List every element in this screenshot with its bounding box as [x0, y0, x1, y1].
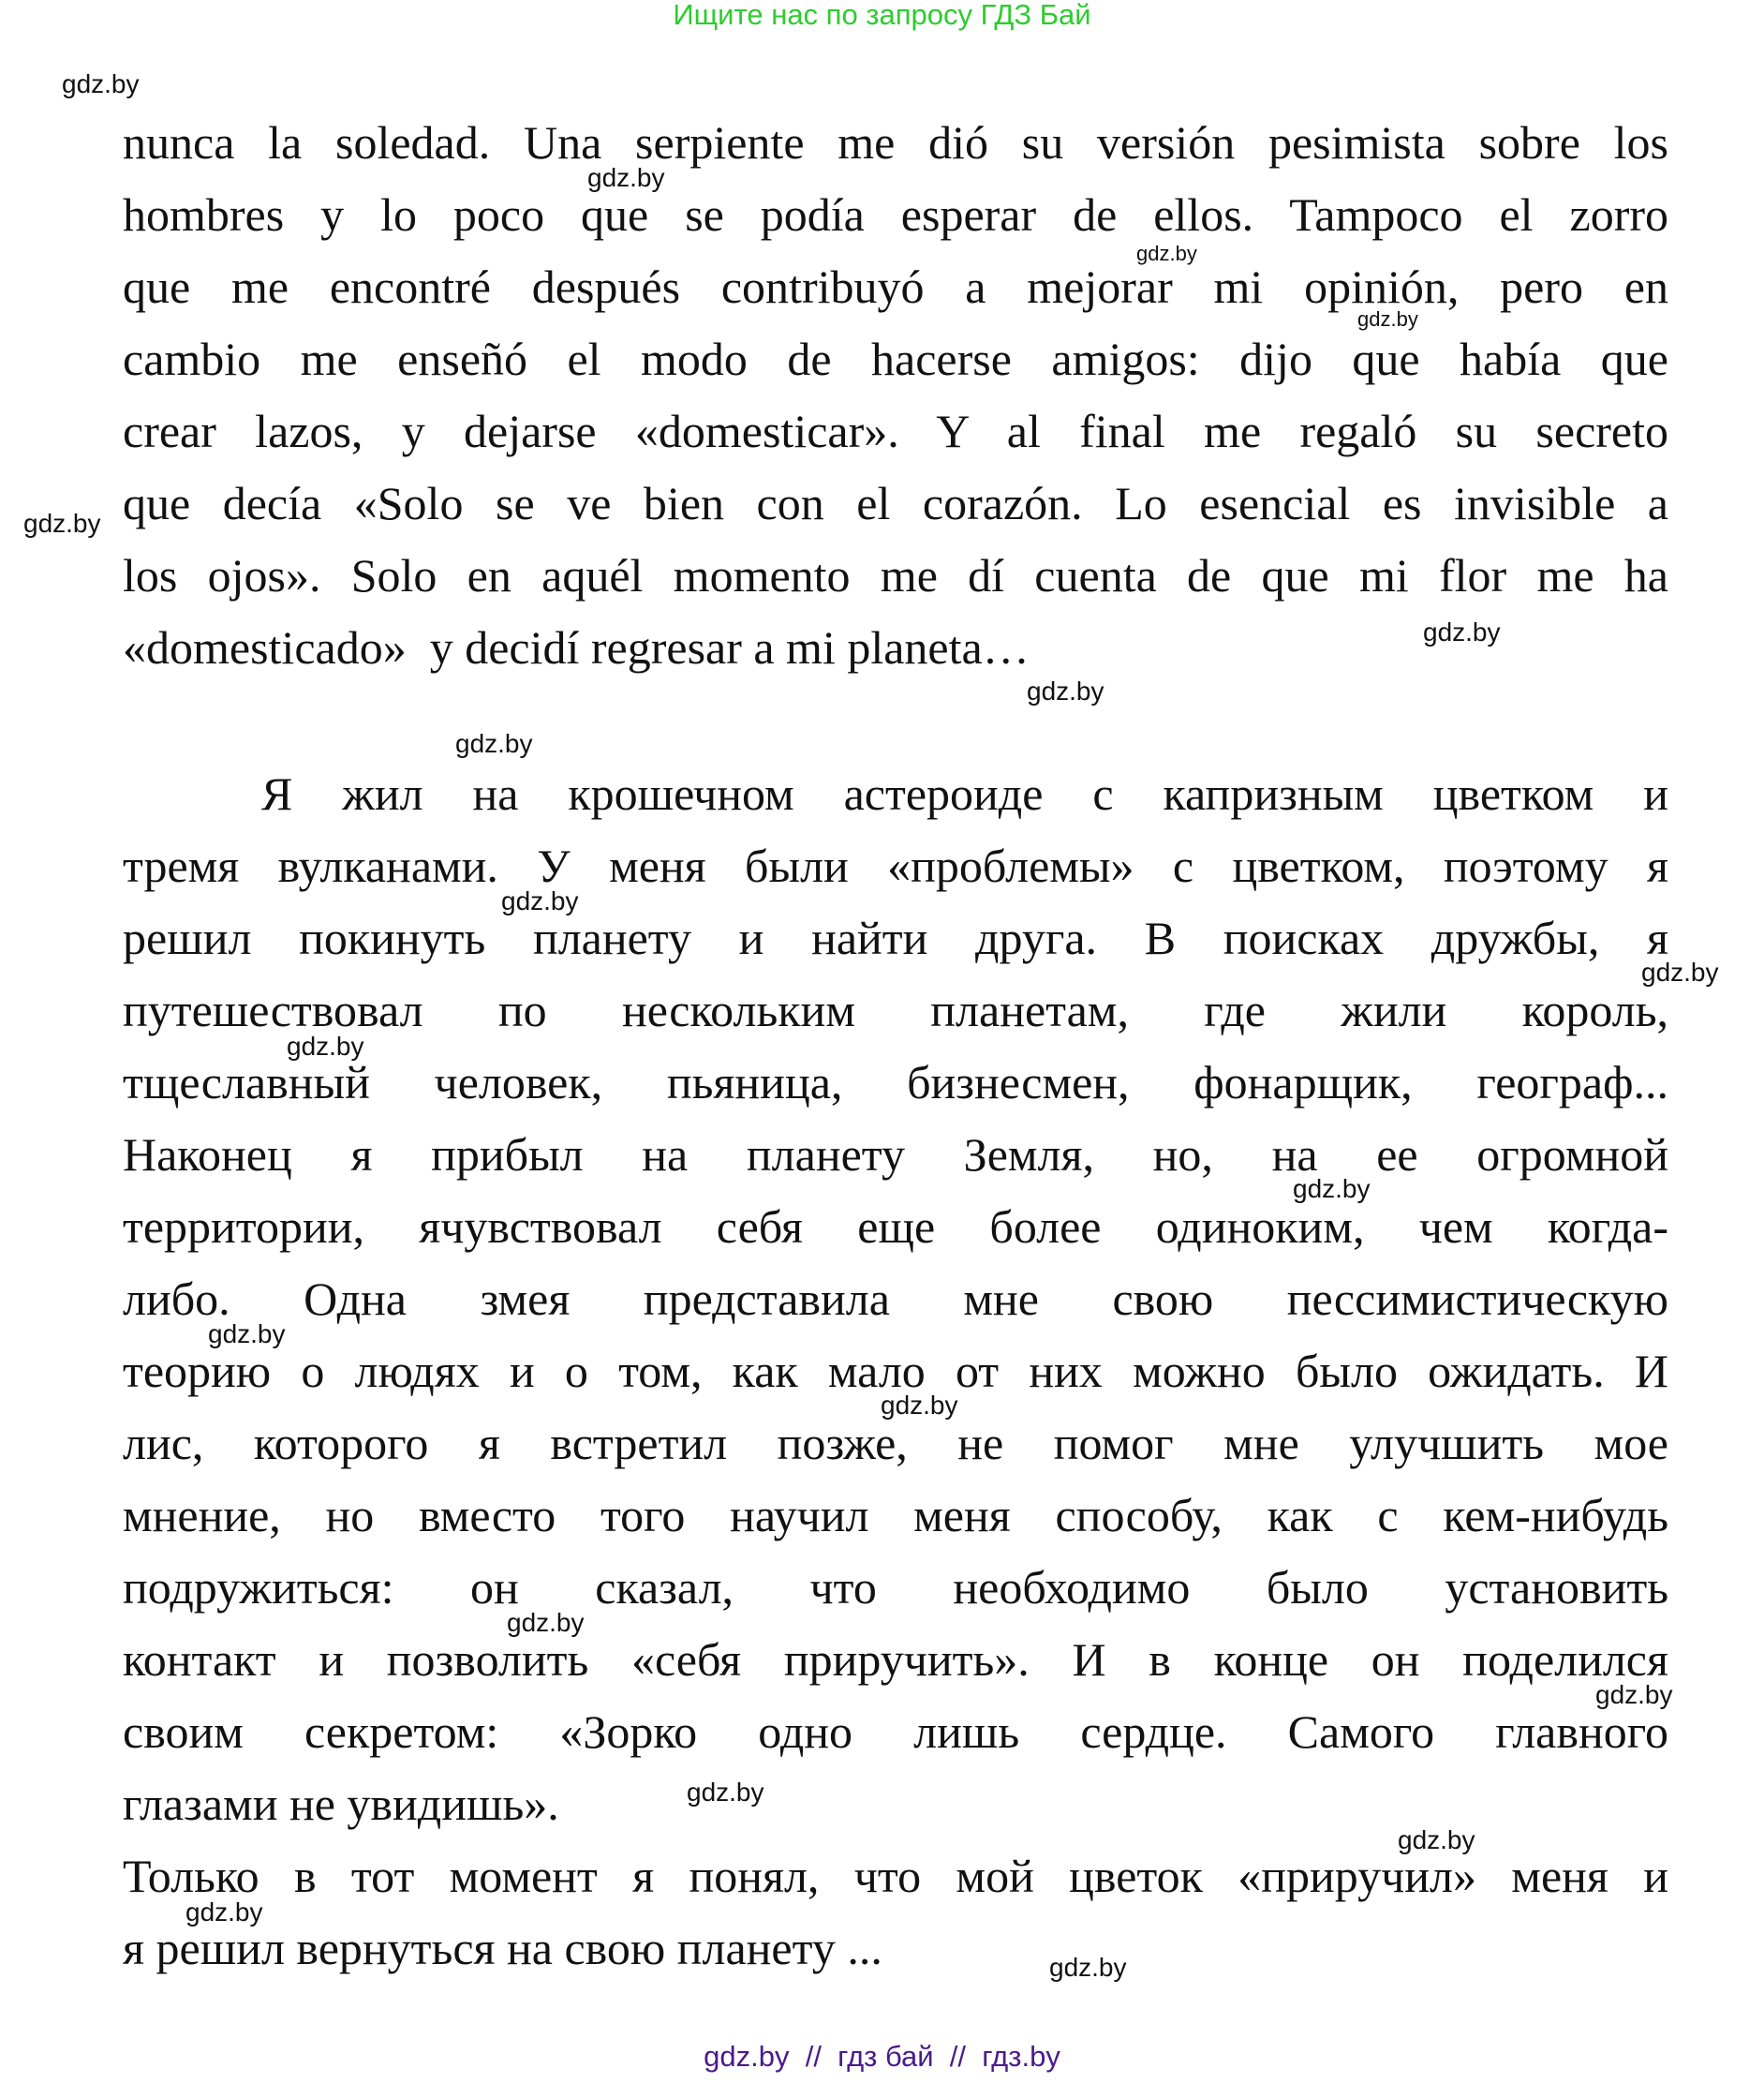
text-line: своим секретом: «Зорко одно лишь сердце. Самого главного — [123, 1705, 1668, 1758]
text-line: подружиться: он сказал, что необходимо было установить — [123, 1561, 1668, 1614]
text-line: теорию о людях и о том, как мало от них можно было ожидать. И — [123, 1345, 1668, 1397]
watermark: gdz.by — [1027, 677, 1104, 706]
text-line: решил покинуть планету и найти друга. В поисках дружбы, я — [123, 912, 1668, 964]
text-line: Наконец я прибыл на планету Земля, но, на ее огромной — [123, 1128, 1668, 1181]
watermark: gdz.by — [881, 1391, 958, 1420]
text-line: los ojos». Solo en aquél momento me dí cuenta de que mi flor me ha — [123, 549, 1668, 602]
text-line: территории, ячувствовал себя еще более одиноким, чем когда- — [123, 1200, 1668, 1253]
text-line: либо. Одна змея представила мне свою пессимистическую — [123, 1272, 1668, 1325]
watermark: gdz.by — [587, 163, 665, 192]
watermark: gdz.by — [1641, 958, 1719, 987]
text-line: глазами не увидишь». — [123, 1778, 559, 1830]
watermark: gdz.by — [185, 1897, 263, 1927]
text-line: crear lazos, y dejarse «domesticar». Y al final me regaló su secreto — [123, 405, 1668, 457]
text-line: que decía «Solo se ve bien con el corazón. Lo esencial es invisible a — [123, 477, 1668, 529]
watermark: gdz.by — [1136, 242, 1197, 265]
text-line: que me encontré después contribuyó a mejorar mi opinión, pero en — [123, 260, 1668, 313]
watermark: gdz.by — [62, 69, 140, 98]
watermark: gdz.by — [507, 1608, 585, 1637]
watermark: gdz.by — [1595, 1680, 1673, 1709]
watermark: gdz.by — [23, 509, 101, 538]
watermark: gdz.by — [1423, 617, 1501, 647]
text-line: hombres y lo poco que se podía esperar de ellos. Tampoco el zorro — [123, 188, 1668, 241]
footer-links[interactable]: gdz.by // гдз бай // гдз.by — [704, 2040, 1060, 2073]
watermark: gdz.by — [1398, 1825, 1475, 1854]
watermark: gdz.by — [1049, 1953, 1127, 1982]
text-line: путешествовал по нескольким планетам, где жили король, — [123, 984, 1668, 1036]
text-line: лис, которого я встретил позже, не помог мне улучшить мое — [123, 1417, 1668, 1469]
watermark: gdz.by — [501, 886, 579, 915]
text-line: cambio me enseñó el modo de hacerse amigos: dijo que había que — [123, 333, 1668, 385]
text-line: тщеславный человек, пьяница, бизнесмен, фонарщик, географ... — [123, 1056, 1668, 1108]
text-line: контакт и позволить «себя приручить». И в конце он поделился — [123, 1633, 1668, 1686]
site-banner: Ищите нас по запросу ГДЗ Бай — [673, 0, 1091, 31]
watermark: gdz.by — [287, 1032, 364, 1061]
watermark: gdz.by — [455, 729, 533, 758]
text-line: мнение, но вместо того научил меня способу, как с кем-нибудь — [123, 1489, 1668, 1541]
text-line: тремя вулканами. У меня были «проблемы» с цветком, поэтому я — [123, 840, 1668, 892]
watermark: gdz.by — [687, 1778, 764, 1807]
text-line: nunca la soledad. Una serpiente me dió su versión pesimista sobre los — [123, 116, 1668, 169]
text-line: Я жил на крошечном астероиде с капризным цветком и — [261, 767, 1668, 820]
text-line: Только в тот момент я понял, что мой цветок «приручил» меня и — [123, 1850, 1668, 1902]
text-line: «domesticado» y decidí regresar a mi planeta… — [123, 621, 1030, 674]
text-line: я решил вернуться на свою планету ... — [123, 1922, 882, 1974]
watermark: gdz.by — [1293, 1174, 1371, 1203]
watermark: gdz.by — [208, 1319, 286, 1348]
watermark: gdz.by — [1357, 307, 1418, 331]
